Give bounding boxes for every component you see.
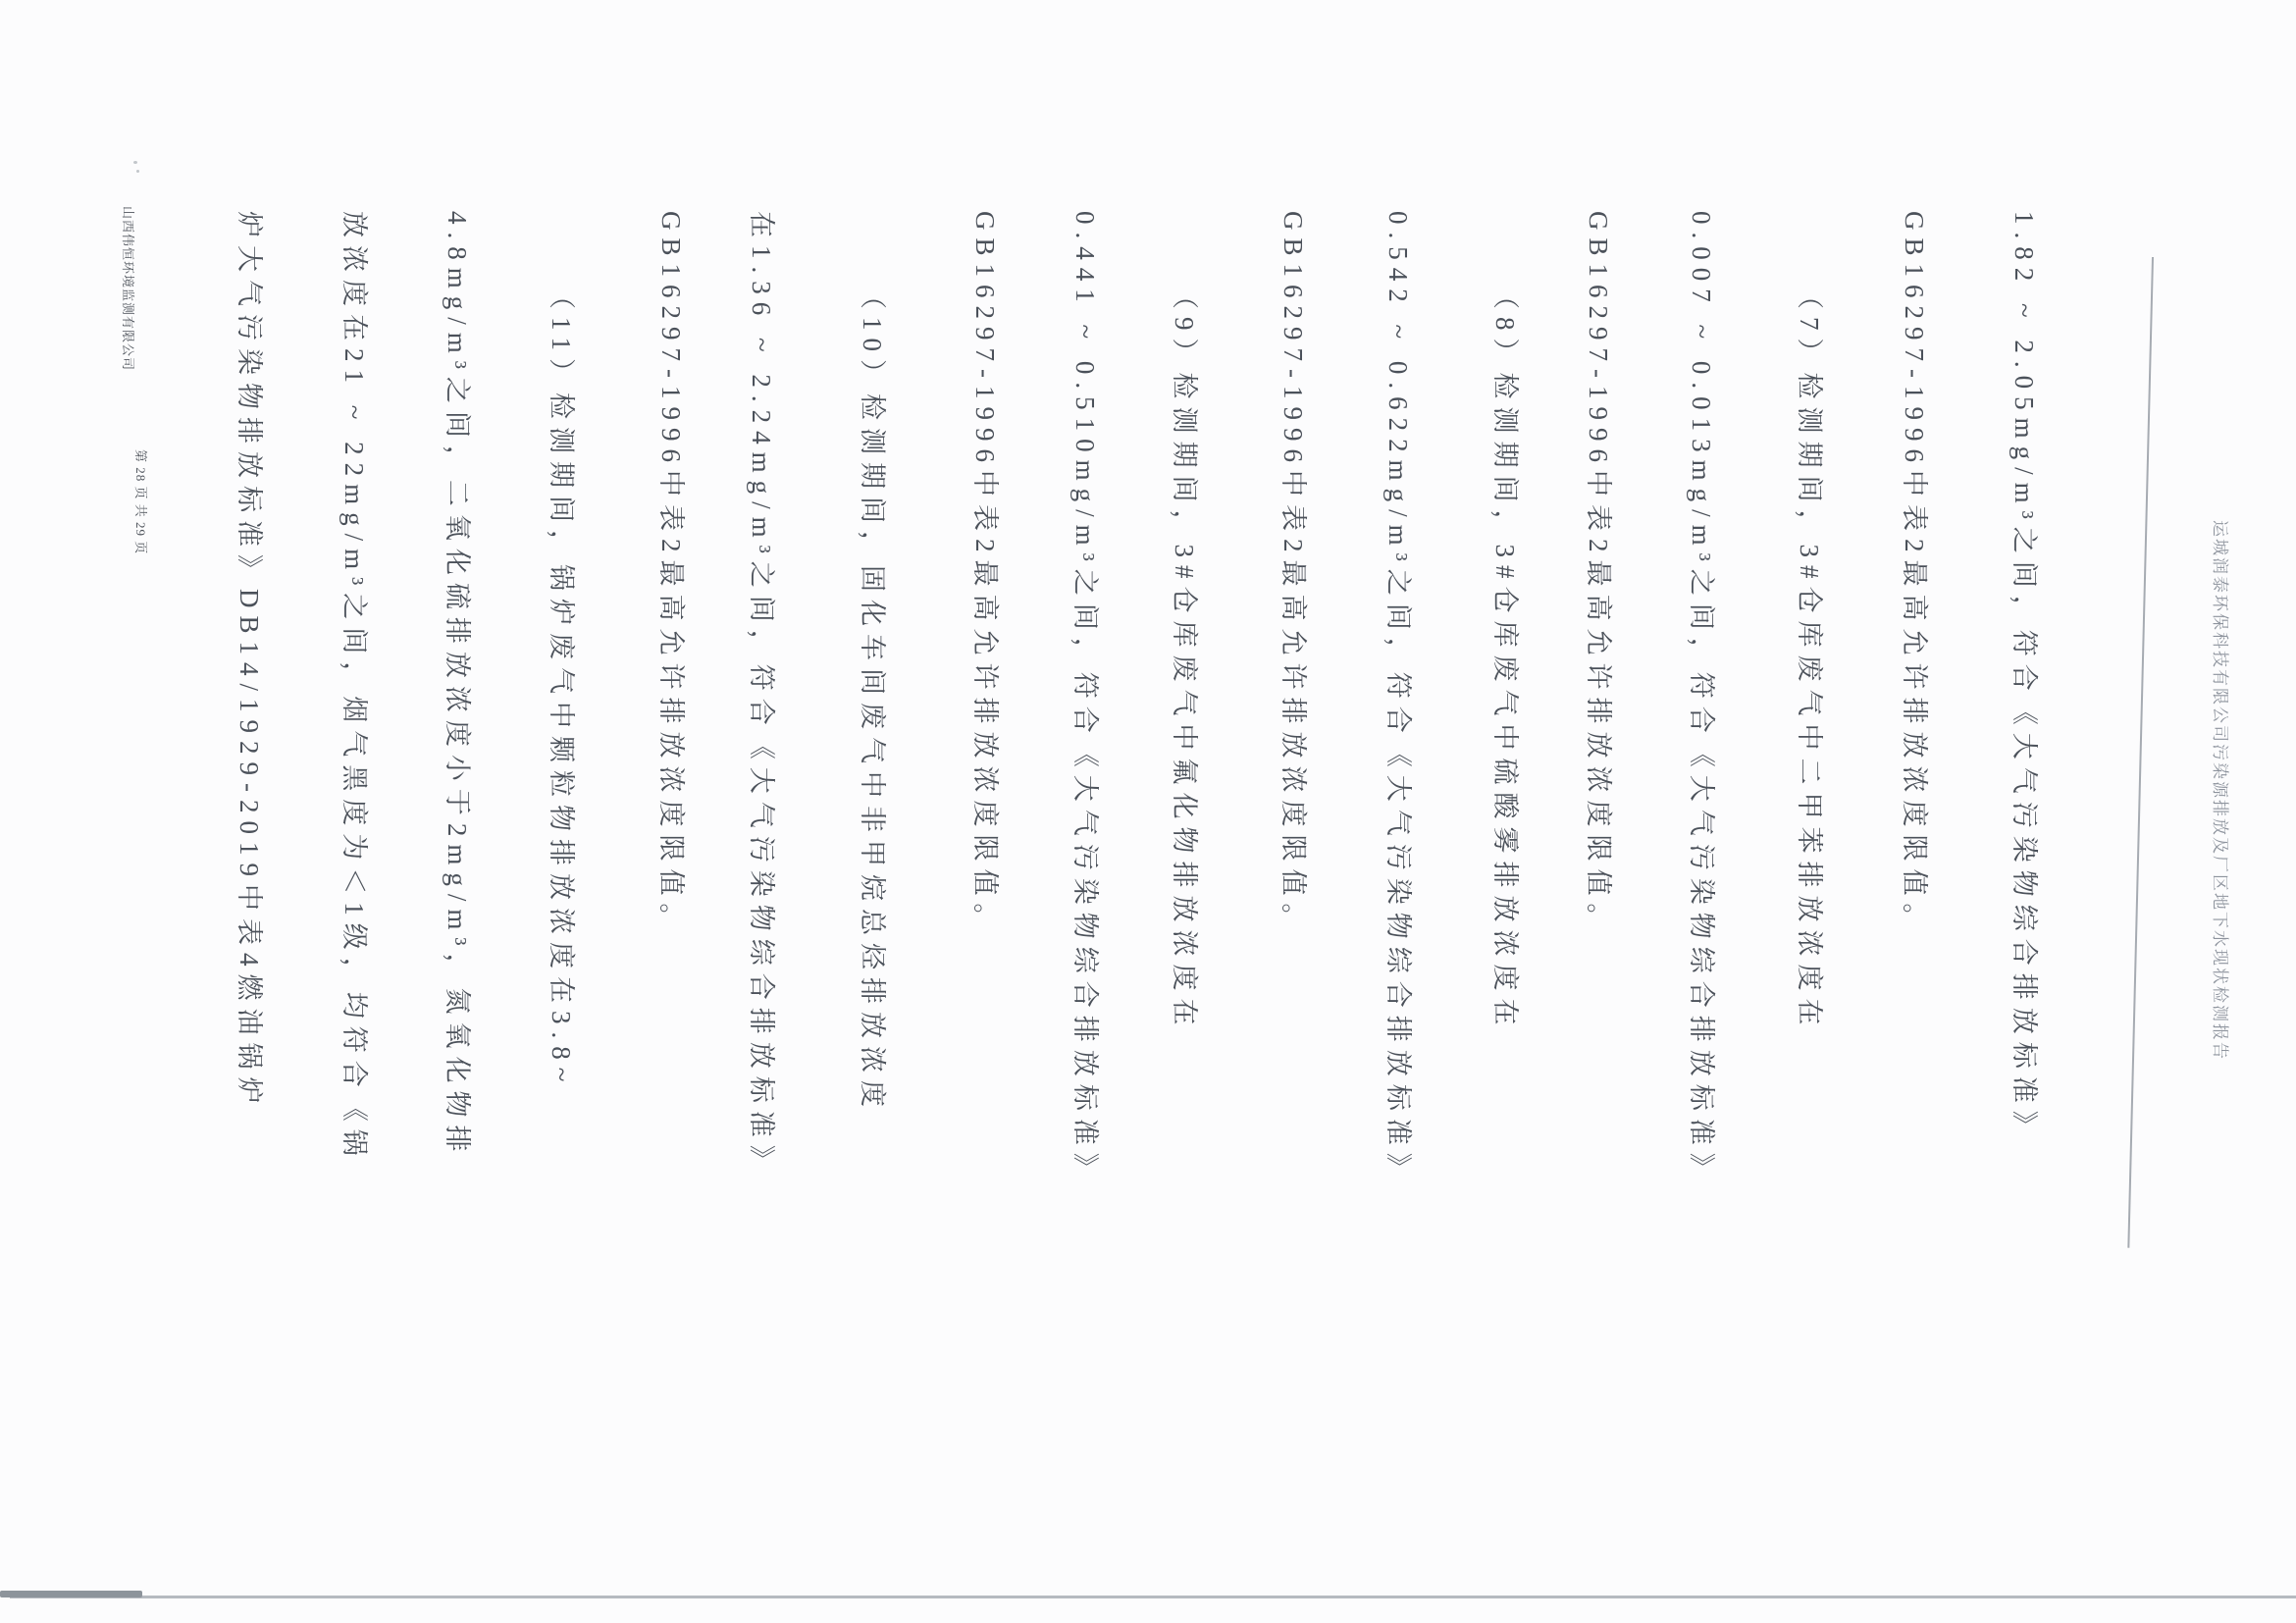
paragraph-line: GB16297-1996中表2最高允许排放浓度限值。	[1584, 211, 1613, 938]
paragraph-line: 在1.36 ~ 2.24mg/m³之间，符合《大气污染物综合排放标准》	[747, 211, 776, 1179]
paragraph-line: 0.007 ~ 0.013mg/m³之间，符合《大气污染物综合排放标准》	[1687, 211, 1716, 1187]
footer-company-name: 山西伟恒环境监测有限公司	[121, 206, 135, 372]
paragraph-line: GB16297-1996中表2最高允许排放浓度限值。	[970, 211, 1000, 938]
paragraph-line: 炉大气污染物排放标准》DB14/1929-2019中表4燃油锅炉	[235, 211, 264, 1112]
paragraph-start-line: （11）检测期间，锅炉废气中颗粒物排放浓度在3.8~	[547, 283, 576, 1090]
paragraph-line: 放浓度在21 ~ 22mg/m³之间，烟气黑度为＜1级，均符合《锅	[339, 211, 369, 1164]
paragraph-start-line: （7）检测期间，3#仓库废气中二甲苯排放浓度在	[1795, 283, 1824, 1033]
scan-dot-artifact	[133, 161, 137, 164]
report-header-title: 运城润泰环保科技有限公司污染源排放及厂区地下水现状检测报告	[2211, 520, 2229, 1061]
paragraph-start-line: （10）检测期间，固化车间废气中非甲烷总烃排放浓度	[858, 283, 887, 1115]
scan-bottom-edge-line	[10, 1596, 2296, 1598]
paragraph-line: 0.542 ~ 0.622mg/m³之间，符合《大气污染物综合排放标准》	[1383, 211, 1413, 1187]
paragraph-line: 1.82 ~ 2.05mg/m³之间，符合《大气污染物综合排放标准》	[2009, 211, 2039, 1145]
scan-dot-artifact	[136, 170, 139, 173]
paragraph-start-line: （9）检测期间，3#仓库废气中氟化物排放浓度在	[1170, 283, 1199, 1033]
paragraph-line: 4.8mg/m³之间，二氧化硫排放浓度小于2mg/m³，氮氧化物排	[443, 211, 472, 1160]
paragraph-line: 0.441 ~ 0.510mg/m³之间，符合《大气污染物综合排放标准》	[1070, 211, 1100, 1187]
scan-edge-artifact	[0, 1591, 142, 1597]
paragraph-start-line: （8）检测期间，3#仓库废气中硫酸雾排放浓度在	[1490, 283, 1520, 1033]
paragraph-line: GB16297-1996中表2最高允许排放浓度限值。	[1278, 211, 1308, 938]
page-number: 第 28 页 共 29 页	[133, 449, 148, 555]
paragraph-line: GB16297-1996中表2最高允许排放浓度限值。	[656, 211, 686, 938]
paragraph-line: GB16297-1996中表2最高允许排放浓度限值。	[1900, 211, 1929, 938]
header-rule	[2127, 257, 2154, 1248]
